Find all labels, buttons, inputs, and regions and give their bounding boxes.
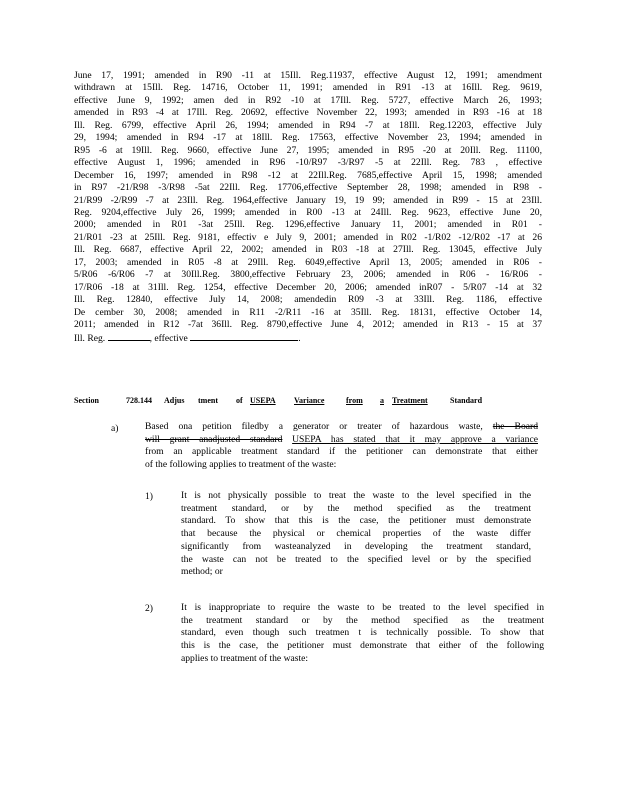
heading-word: Variance xyxy=(294,396,325,405)
para-line: standard, even though such treatmen t is technically possible. To show that xyxy=(181,627,544,639)
history-line: June 17, 1991; amended in R90 -11 at 15Ill. Reg.11937, effective August 12, 1991; amendment xyxy=(74,70,542,81)
para-line: applies to treatment of the waste: xyxy=(181,652,309,664)
section-label: Section xyxy=(74,396,99,405)
history-line: 29, 1994; amended in R94 -17 at 18Ill. Reg. 17563, effective November 23, 1994; amended in xyxy=(74,132,542,144)
para-line xyxy=(145,421,538,434)
para-line: treatment standard, or by the method specified as the treatment xyxy=(181,502,531,514)
history-line: 2011; amended in R12 -7at 36Ill. Reg. 8790,effective June 4, 2012; amended in R13 - 15 at 37 xyxy=(74,319,542,331)
history-line: 21/R01 -23 at 25Ill. Reg. 9181, effectiv e July 9, 2001; amended in R02 -1/R02 -12/R02 -17 at 26 xyxy=(74,231,542,243)
history-line: Ill. Reg. 6687, effective April 22, 2002; amended in R03 -18 at 27Ill. Reg. 13045, effective July xyxy=(74,244,542,256)
history-line: 21/R99 -2/R99 -7 at 23Ill. Reg. 1964,effective January 19, 19 99; amended in R99 - 15 at 23Ill. xyxy=(74,194,542,206)
history-line: effective August 1, 1996; amended in R96 -10/R97 -3/R97 -5 at 22Ill. Reg. 783 , effective xyxy=(74,157,542,169)
para-line: It is not physically possible to treat the waste to the level specified in the xyxy=(181,490,531,501)
item-1-text xyxy=(181,490,531,579)
history-line: Reg. 9204,effective July 26, 1999; amended in R00 -13 at 24Ill. Reg. 9623, effective June 20, xyxy=(74,206,542,218)
history-last-prefix: Ill. Reg. xyxy=(74,332,106,344)
history-line: R95 -6 at 19Ill. Reg. 9660, effective June 27, 1995; amended in R95 -20 at 20Ill. Reg. 11100, xyxy=(74,144,542,156)
para-line: that because the physical or chemical properties of the waste differ xyxy=(181,528,531,540)
struck-text: the Board xyxy=(492,421,538,432)
para-a-line1-text: Based ona petition filedby a generator or treater of hazardous waste, xyxy=(145,421,483,432)
para-line: the treatment standard or by the method specified as the treatment xyxy=(181,614,544,626)
history-line: De cember 30, 2008; amended in R11 -2/R11 -16 at 35Ill. Reg. 18131, effective October 14, xyxy=(74,306,542,318)
history-last-end: . xyxy=(298,332,301,344)
para-line: this is the case, the petitioner must demonstrate that either of the following xyxy=(181,640,544,652)
heading-word: tment xyxy=(198,396,218,405)
para-line: the waste can not be treated to the specified level or by the specified xyxy=(181,553,531,565)
subsection-a-label: a) xyxy=(111,423,119,434)
history-line: December 16, 1997; amended in R98 -12 at 22Ill.Reg. 7685,effective April 15, 1998; amended xyxy=(74,169,542,181)
heading-word: of xyxy=(236,396,243,405)
item-2-text xyxy=(181,602,544,666)
history-line: withdrawn at 15Ill. Reg. 14716, October 11, 1991; amended in R91 -13 at 16Ill. Reg. 9619, xyxy=(74,82,542,94)
inserted-text: USEPA has stated that it may approve a variance xyxy=(292,433,538,445)
para-line xyxy=(145,434,538,447)
history-line: effective June 9, 1992; amen ded in R92 -10 at 17Ill. Reg. 5727, effective March 26, 1993; xyxy=(74,94,542,106)
source-history-note xyxy=(74,70,542,345)
para-line: It is inappropriate to require the waste to be treated to the level specified in xyxy=(181,602,544,613)
heading-word: from xyxy=(346,396,363,405)
section-heading xyxy=(74,396,544,405)
history-line: 17/R06 -18 at 31Ill. Reg. 1254, effective December 20, 2006; amended inR07 - 5/R07 -14 at 32 xyxy=(74,281,542,293)
para-line: of the following applies to treatment of the waste: xyxy=(145,459,337,471)
item-2-label: 2) xyxy=(145,603,153,614)
section-number: 728.144 xyxy=(126,396,152,405)
history-last-line xyxy=(74,332,542,345)
para-line: significantly from wasteanalyzed in developing the treatment standard, xyxy=(181,540,531,552)
heading-word: USEPA xyxy=(250,396,276,405)
history-line: Ill. Reg. 12840, effective July 14, 2008; amendedin R09 -3 at 33Ill. Reg. 1186, effective xyxy=(74,294,542,306)
para-line: from an applicable treatment standard if the petitioner can demonstrate that either xyxy=(145,446,538,458)
heading-word: a xyxy=(380,396,384,405)
item-1-label: 1) xyxy=(145,491,153,502)
history-line: amended in R93 -4 at 17Ill. Reg. 20692, effective November 22, 1993; amended in R93 -16 at 18 xyxy=(74,107,542,119)
subsection-a-text xyxy=(145,421,538,472)
heading-word: Standard xyxy=(450,396,483,405)
history-line: 5/R06 -6/R06 -7 at 30Ill.Reg. 3800,effective February 23, 2006; amended in R06 - 16/R06 - xyxy=(74,269,542,281)
heading-word: Treatment xyxy=(392,396,428,405)
struck-text: will grant anadjusted standard xyxy=(145,433,283,445)
history-line: 17, 2003; amended in R05 -8 at 29Ill. Reg. 6049,effective April 13, 2005; amended in R06 - xyxy=(74,256,542,268)
history-last-middle: , effective xyxy=(149,332,188,344)
volume-blank xyxy=(108,332,150,341)
history-line: Ill. Reg. 6799, effective April 26, 1994; amended in R94 -7 at 18Ill. Reg.12203, effective July xyxy=(74,119,542,131)
heading-word: Adjus xyxy=(164,396,185,405)
para-line: method; or xyxy=(181,566,223,578)
history-line: 2000; amended in R01 -3at 25Ill. Reg. 1296,effective January 11, 2001; amended in R01 - xyxy=(74,219,542,231)
history-line: in R97 -21/R98 -3/R98 -5at 22Ill. Reg. 17706,effective September 28, 1998; amended in R98 - xyxy=(74,182,542,194)
para-line: standard. To show that this is the case, the petitioner must demonstrate xyxy=(181,515,531,527)
effective-date-blank xyxy=(190,332,298,341)
